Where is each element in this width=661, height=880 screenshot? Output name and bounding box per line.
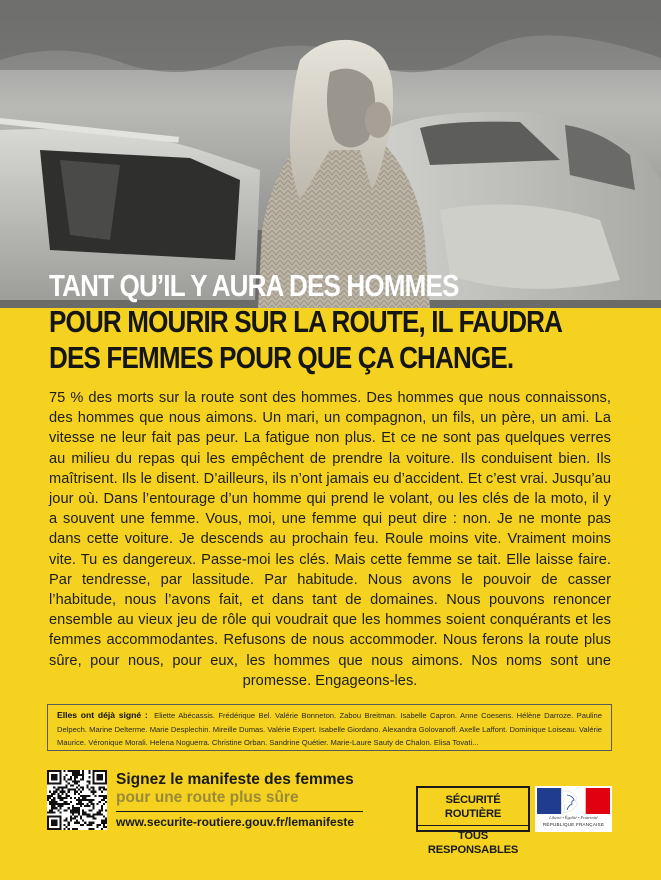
tricolor-flag-icon [537,788,610,814]
headline-line-3: DES FEMMES POUR QUE ÇA CHANGE. [49,340,514,375]
headline-line-1: TANT QU’IL Y AURA DES HOMMES [49,268,459,303]
qr-code-icon[interactable] [47,770,107,830]
headline [49,268,562,376]
securite-routiere-badge [416,786,530,856]
badge-line-2: TOUS RESPONSABLES [418,825,528,857]
badge-line-1: SÉCURITÉ ROUTIÈRE [444,794,502,820]
signatories-names: Eliette Abécassis. Frédérique Bel. Valérie Bonneton. Zabou Breitman. Isabelle Capron. Anne Coesens. Hélène Darroze. Pauline Delpech. Marine Delterme. Marie Desplechin. Mireille Dumas. Valérie Expert. Isabelle Giordano. Alexandra Golovanoff. Axelle Laffont. Dominique Loiseau. Valérie Maurice. Véronique Morali. Helena Noguerra. Christine Orban. Sandrine Quétier. Marie-Laure Sauty de Chalon. Elisa Tovati... [57,711,602,748]
hero-photo [0,0,661,308]
qr-code-graphic [47,770,107,830]
signatories-box [47,704,612,751]
manifesto-url-link[interactable]: www.securite-routiere.gouv.fr/lemanifeste [116,811,363,829]
signatories-title: Elles ont déjà signé : [57,710,148,720]
hero-photo-illustration [0,0,661,308]
cta-block [116,770,406,806]
cta-headline: Signez le manifeste des femmes [116,771,354,788]
republic-motto: Liberté • Égalité • Fraternité [549,815,598,820]
cta-subline: pour une route plus sûre [116,789,299,806]
manifesto-text: 75 % des morts sur la route sont des hommes. Des hommes que nous connaissons, des hommes que nous aimons. Un mari, un compagnon, un fils, un père, un ami. La vitesse ne leur fait pas peur. La fatigue non plus. Et ce ne sont pas quelques verres au milieu du repas qui les empêchent de prendre la voiture. Ils conduisent bien. Ils maîtrisent. Ils le disent. D’ailleurs, ils n’ont jamais eu d’accident. Et c’est vrai. Jusqu’au jour où. Dans l’entourage d’un homme qui prend le volant, ou les clés de la moto, il y a souvent une femme. Vous, moi, une femme qui peut dire : non. Je ne monte pas dans cette voiture. Je descends au prochain feu. Roule moins vite. Vraiment moins vite. Tu es dangereux. Passe-moi les clés. Mais cette femme se tait. Elle laisse faire. Par tendresse, par lassitude. Par habitude. Nous avons le pouvoir de casser l’habitude, nous l’avons fait, et dans tant de domaines. Nous pouvons renoncer ensemble au vieux jeu de rôle qui voudrait que les hommes soient conquérants et les femmes accommodantes. Refusons de nous accommoder. Nous ferons la route plus sûre, pour nous, pour eux, les hommes que nous aimons. Nos noms sont une promesse. Engageons-les. [49,390,611,689]
marianne-logo-icon [535,786,612,832]
headline-line-2: POUR MOURIR SUR LA ROUTE, IL FAUDRA [49,304,563,339]
republic-name: RÉPUBLIQUE FRANÇAISE [542,822,605,827]
